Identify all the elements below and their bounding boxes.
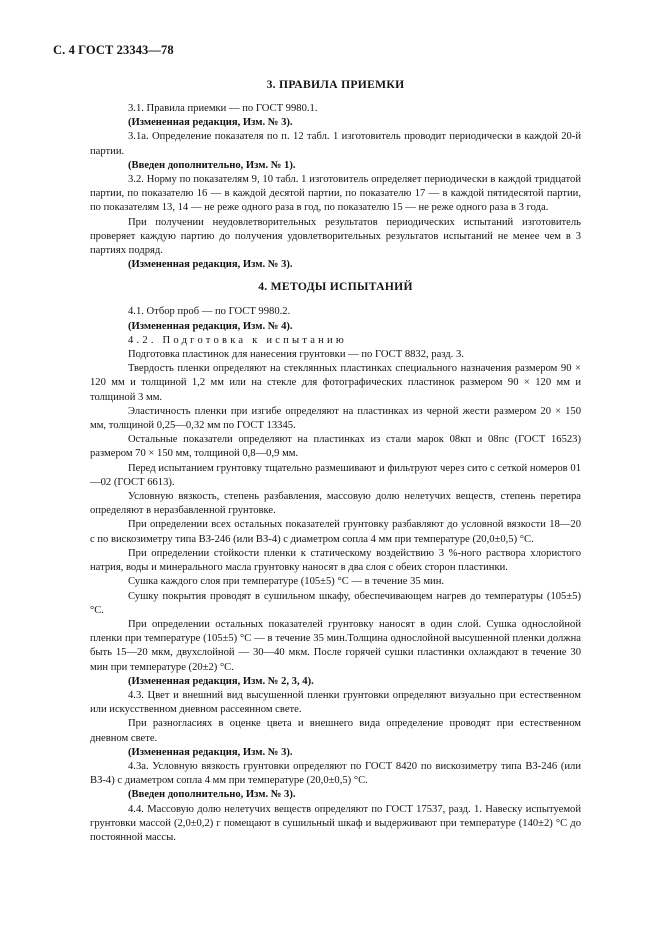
amendment-note: (Измененная редакция, Изм. № 3).	[128, 746, 293, 758]
paragraph: При определении всех остальных показателей грунтовку разбавляют до условной вязкости 18—20 с по вискозиметру типа ВЗ-246 (или ВЗ-4) с диаметром сопла 4 мм при температуре (20,0±0,5) °С.	[90, 519, 581, 545]
paragraph: При разногласиях в оценке цвета и внешнего вида определение проводят при естественном дневном свете.	[90, 718, 581, 744]
paragraph: Эластичность пленки при изгибе определяют на пластинках из черной жести размером 20 × 150 мм, толщиной 0,25—0,32 мм по ГОСТ 13345.	[90, 405, 581, 432]
amendment-note: (Измененная редакция, Изм. № 4).	[128, 320, 293, 332]
clause-3-1: 3.1. Правила приемки — по ГОСТ 9980.1.	[128, 103, 318, 114]
clause-4-3: 4.3. Цвет и внешний вид высушенной пленки грунтовки определяют визуально при естественном или искусственном дневном рассеянном свете.	[90, 689, 581, 716]
clause-3-2: 3.2. Норму по показателям 9, 10 табл. 1 изготовитель определяет периодически в каждой тридцатой партии, по показателю 16 — в каждой десятой партии, по показателю 17 — в каждой пятидесятой партии, по показателям 13, 14 — не реже одного раза в год, по показателю 15 — не реже одного раза в 3 года.	[90, 174, 581, 214]
section-4-title: 4. МЕТОДЫ ИСПЫТАНИЙ	[258, 280, 413, 294]
amendment-note: (Измененная редакция, Изм. № 2, 3, 4).	[128, 675, 314, 687]
paragraph: Остальные показатели определяют на пластинках из стали марок 08кп и 08пс (ГОСТ 16523) размером 70 × 150 мм, толщиной 0,8—0,9 мм.	[90, 434, 581, 460]
amendment-note: (Введен дополнительно, Изм. № 3).	[128, 789, 296, 801]
amendment-note: (Измененная редакция, Изм. № 3).	[128, 259, 293, 271]
paragraph: При получении неудовлетворительных результатов периодических испытаний изготовитель проверяет каждую партию до получения удовлетворительных результатов испытаний не менее чем в 3 партиях подряд.	[90, 216, 581, 257]
paragraph: Сушка каждого слоя при температуре (105±5) °С — в течение 35 мин.	[128, 576, 445, 588]
paragraph: Сушку покрытия проводят в сушильном шкафу, обеспечивающем нагрев до температуры (105±5) °С.	[90, 590, 581, 616]
amendment-note: (Введен дополнительно, Изм. № 1).	[128, 159, 296, 171]
paragraph: Условную вязкость, степень разбавления, массовую долю нелетучих веществ, степень перетира определяют в неразбавленной грунтовке.	[90, 491, 581, 517]
page-content	[90, 75, 581, 845]
clause-3-1a: 3.1а. Определение показателя по п. 12 табл. 1 изготовитель проводит периодически в каждой 20-й партии.	[90, 131, 581, 157]
amendment-note: (Измененная редакция, Изм. № 3).	[128, 117, 293, 129]
clause-4-2-heading: 4.2. Подготовка к испытанию	[128, 334, 348, 346]
paragraph: При определении стойкости пленки к статическому воздействию 3 %-ного раствора хлористого натрия, воды и минерального масла грунтовку наносят в два слоя с обеих сторон пластинки.	[90, 547, 581, 574]
paragraph: Подготовка пластинок для нанесения грунтовки — по ГОСТ 8832, разд. 3.	[128, 349, 464, 361]
clause-4-4: 4.4. Массовую долю нелетучих веществ определяют по ГОСТ 17537, разд. 1. Навеску испытуемой грунтовки массой (2,0±0,2) г помещают в сушильный шкаф и выдерживают при температуре (140±2) °С до постоянной массы.	[90, 803, 581, 843]
clause-4-3a: 4.3а. Условную вязкость грунтовки определяют по ГОСТ 8420 по вискозиметру типа ВЗ-246 (или ВЗ-4) с диаметром сопла 4 мм при температуре (20,0±0,5) °С.	[90, 760, 581, 787]
section-3-title: 3. ПРАВИЛА ПРИЕМКИ	[266, 78, 405, 91]
page-header: С. 4 ГОСТ 23343—78	[53, 43, 174, 57]
paragraph: Перед испытанием грунтовку тщательно размешивают и фильтруют через сито с сеткой номеров 01—02 (ГОСТ 6613).	[90, 462, 581, 488]
clause-4-1: 4.1. Отбор проб — по ГОСТ 9980.2.	[128, 306, 291, 318]
paragraph: Твердость пленки определяют на стеклянных пластинках специального назначения размером 90 × 120 мм и толщиной 1,2 мм или на стекле для фотографических пластинок размером 90 × 120 мм и толщиной 3 мм.	[90, 363, 581, 403]
paragraph: При определении остальных показателей грунтовку наносят в один слой. Сушка однослойной пленки при температуре (105±5) °С — в течение 35 мин.Толщина однослойной высушенной пленки должна быть 15—20 мкм, двухслойной — 30—40 мкм. После горячей сушки пластинки охлаждают в течение 30 мин при температуре (20±2) °С.	[90, 618, 581, 673]
